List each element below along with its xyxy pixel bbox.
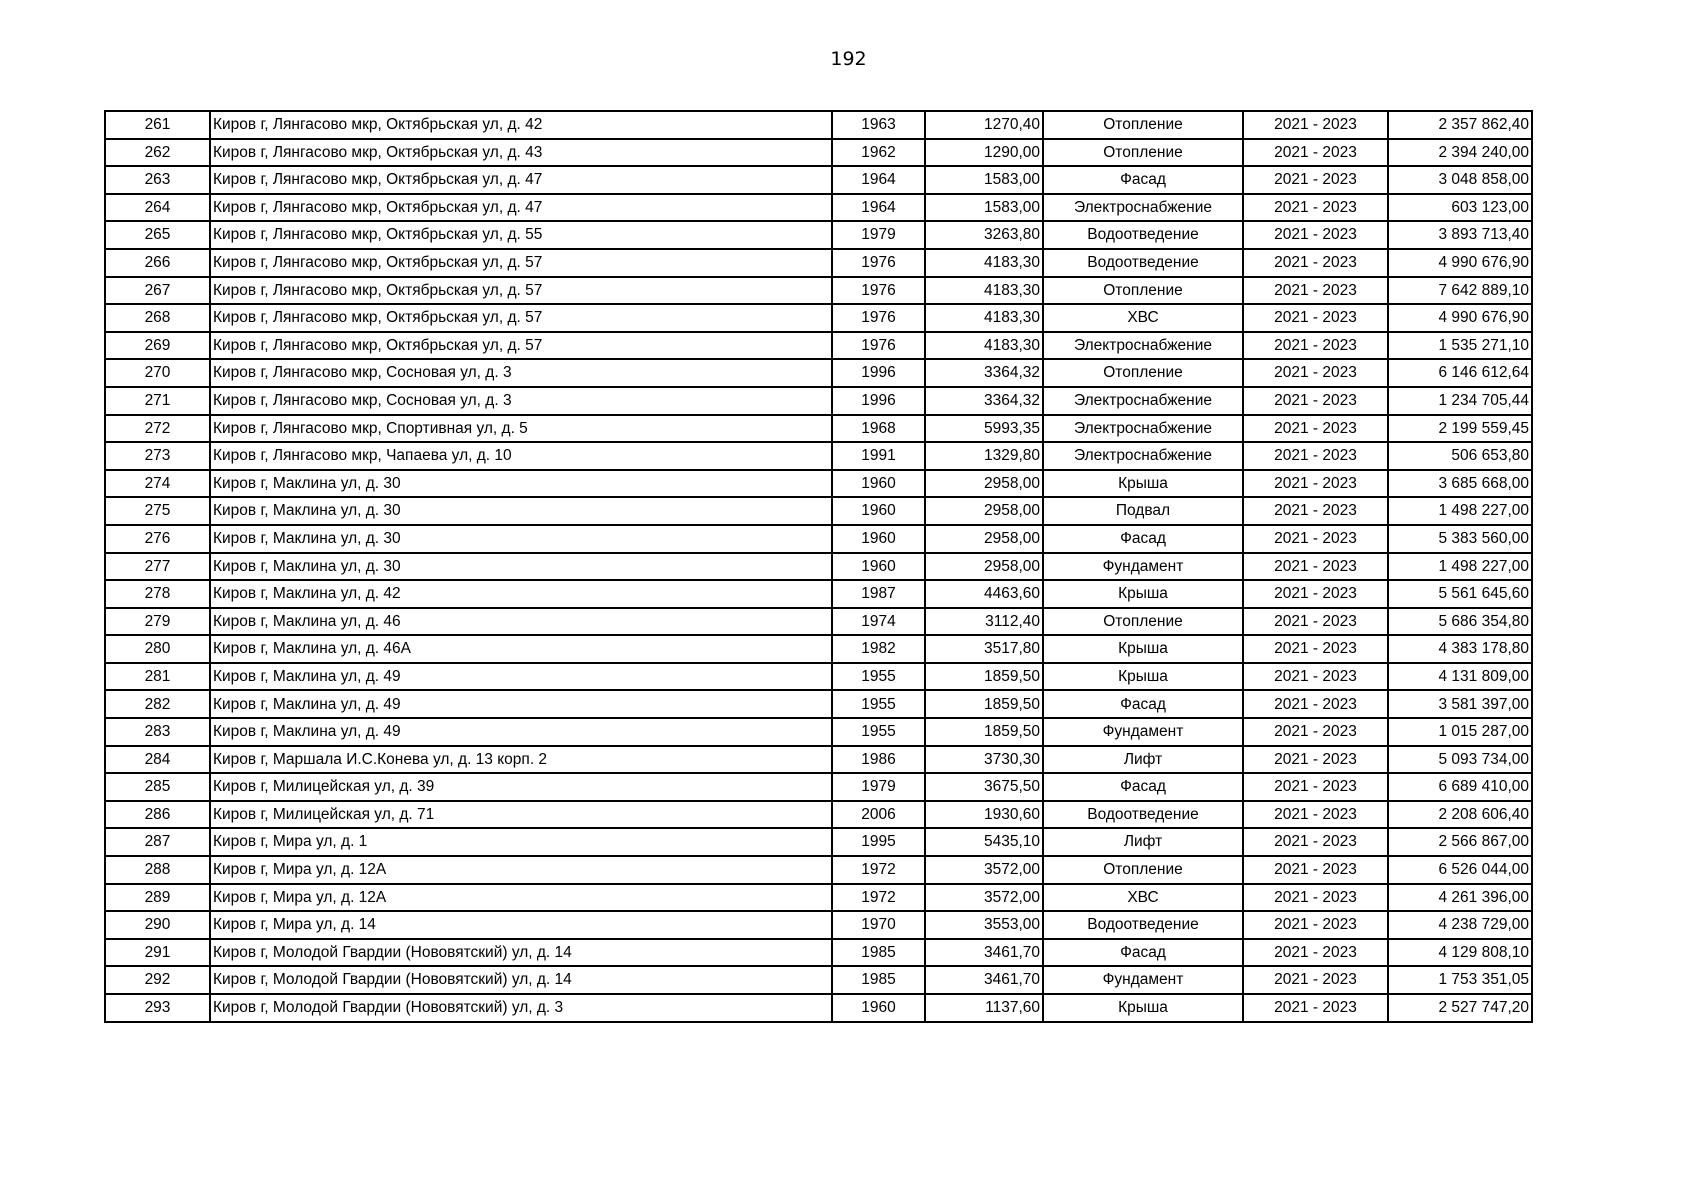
row-number: 262 <box>105 139 210 167</box>
cost-cell: 4 238 729,00 <box>1388 911 1532 939</box>
table-row <box>105 525 1532 553</box>
year-built-cell: 1972 <box>832 884 925 912</box>
table-row <box>105 690 1532 718</box>
address-cell: Киров г, Лянгасово мкр, Сосновая ул, д. 3 <box>210 387 832 415</box>
address-cell: Киров г, Милицейская ул, д. 39 <box>210 773 832 801</box>
row-number: 272 <box>105 415 210 443</box>
address-cell: Киров г, Молодой Гвардии (Нововятский) ул, д. 3 <box>210 994 832 1022</box>
year-built-cell: 1996 <box>832 359 925 387</box>
area-cell: 5435,10 <box>925 828 1043 856</box>
address-cell: Киров г, Маклина ул, д. 46А <box>210 635 832 663</box>
cost-cell: 1 015 287,00 <box>1388 718 1532 746</box>
period-cell: 2021 - 2023 <box>1243 773 1388 801</box>
table-row <box>105 553 1532 581</box>
cost-cell: 3 893 713,40 <box>1388 221 1532 249</box>
area-cell: 3263,80 <box>925 221 1043 249</box>
area-cell: 1290,00 <box>925 139 1043 167</box>
year-built-cell: 1960 <box>832 994 925 1022</box>
period-cell: 2021 - 2023 <box>1243 553 1388 581</box>
work-type-cell: ХВС <box>1043 884 1243 912</box>
year-built-cell: 1955 <box>832 690 925 718</box>
period-cell: 2021 - 2023 <box>1243 194 1388 222</box>
row-number: 288 <box>105 856 210 884</box>
period-cell: 2021 - 2023 <box>1243 856 1388 884</box>
work-type-cell: Крыша <box>1043 994 1243 1022</box>
cost-cell: 4 131 809,00 <box>1388 663 1532 691</box>
cost-cell: 1 234 705,44 <box>1388 387 1532 415</box>
work-type-cell: Электроснабжение <box>1043 332 1243 360</box>
address-cell: Киров г, Мира ул, д. 14 <box>210 911 832 939</box>
year-built-cell: 1991 <box>832 442 925 470</box>
table-row <box>105 773 1532 801</box>
area-cell: 2958,00 <box>925 553 1043 581</box>
table-row <box>105 828 1532 856</box>
row-number: 281 <box>105 663 210 691</box>
work-type-cell: Электроснабжение <box>1043 387 1243 415</box>
table-body <box>105 111 1532 1022</box>
period-cell: 2021 - 2023 <box>1243 332 1388 360</box>
area-cell: 3572,00 <box>925 856 1043 884</box>
row-number: 275 <box>105 497 210 525</box>
row-number: 261 <box>105 111 210 139</box>
cost-cell: 7 642 889,10 <box>1388 277 1532 305</box>
area-cell: 1859,50 <box>925 718 1043 746</box>
table-row <box>105 580 1532 608</box>
area-cell: 3364,32 <box>925 387 1043 415</box>
area-cell: 2958,00 <box>925 525 1043 553</box>
address-cell: Киров г, Молодой Гвардии (Нововятский) ул, д. 14 <box>210 966 832 994</box>
cost-cell: 6 689 410,00 <box>1388 773 1532 801</box>
area-cell: 3572,00 <box>925 884 1043 912</box>
year-built-cell: 1976 <box>832 249 925 277</box>
table-row <box>105 608 1532 636</box>
area-cell: 1859,50 <box>925 663 1043 691</box>
table-row <box>105 746 1532 774</box>
cost-cell: 4 383 178,80 <box>1388 635 1532 663</box>
work-type-cell: Водоотведение <box>1043 801 1243 829</box>
period-cell: 2021 - 2023 <box>1243 442 1388 470</box>
area-cell: 3364,32 <box>925 359 1043 387</box>
row-number: 273 <box>105 442 210 470</box>
period-cell: 2021 - 2023 <box>1243 139 1388 167</box>
address-cell: Киров г, Лянгасово мкр, Октябрьская ул, д. 57 <box>210 277 832 305</box>
address-cell: Киров г, Лянгасово мкр, Октябрьская ул, д. 42 <box>210 111 832 139</box>
period-cell: 2021 - 2023 <box>1243 415 1388 443</box>
year-built-cell: 1982 <box>832 635 925 663</box>
address-cell: Киров г, Милицейская ул, д. 71 <box>210 801 832 829</box>
area-cell: 5993,35 <box>925 415 1043 443</box>
cost-cell: 4 129 808,10 <box>1388 939 1532 967</box>
area-cell: 3461,70 <box>925 966 1043 994</box>
work-type-cell: Фасад <box>1043 525 1243 553</box>
period-cell: 2021 - 2023 <box>1243 359 1388 387</box>
cost-cell: 1 498 227,00 <box>1388 497 1532 525</box>
row-number: 265 <box>105 221 210 249</box>
address-cell: Киров г, Маклина ул, д. 46 <box>210 608 832 636</box>
table-row <box>105 304 1532 332</box>
area-cell: 3112,40 <box>925 608 1043 636</box>
area-cell: 1583,00 <box>925 194 1043 222</box>
year-built-cell: 1960 <box>832 470 925 498</box>
period-cell: 2021 - 2023 <box>1243 304 1388 332</box>
cost-cell: 6 146 612,64 <box>1388 359 1532 387</box>
area-cell: 1270,40 <box>925 111 1043 139</box>
cost-cell: 5 383 560,00 <box>1388 525 1532 553</box>
area-cell: 3730,30 <box>925 746 1043 774</box>
table-row <box>105 249 1532 277</box>
table-row <box>105 939 1532 967</box>
cost-cell: 6 526 044,00 <box>1388 856 1532 884</box>
address-cell: Киров г, Маршала И.С.Конева ул, д. 13 корп. 2 <box>210 746 832 774</box>
row-number: 289 <box>105 884 210 912</box>
row-number: 270 <box>105 359 210 387</box>
year-built-cell: 1985 <box>832 966 925 994</box>
work-type-cell: Подвал <box>1043 497 1243 525</box>
work-type-cell: Фундамент <box>1043 966 1243 994</box>
table-row <box>105 277 1532 305</box>
cost-cell: 2 527 747,20 <box>1388 994 1532 1022</box>
table-row <box>105 111 1532 139</box>
year-built-cell: 1963 <box>832 111 925 139</box>
period-cell: 2021 - 2023 <box>1243 525 1388 553</box>
period-cell: 2021 - 2023 <box>1243 746 1388 774</box>
cost-cell: 2 199 559,45 <box>1388 415 1532 443</box>
area-cell: 1859,50 <box>925 690 1043 718</box>
table-row <box>105 663 1532 691</box>
row-number: 290 <box>105 911 210 939</box>
area-cell: 3461,70 <box>925 939 1043 967</box>
work-type-cell: Фасад <box>1043 939 1243 967</box>
address-cell: Киров г, Мира ул, д. 1 <box>210 828 832 856</box>
table-row <box>105 194 1532 222</box>
table-row <box>105 415 1532 443</box>
year-built-cell: 1955 <box>832 663 925 691</box>
work-type-cell: Электроснабжение <box>1043 442 1243 470</box>
cost-cell: 1 498 227,00 <box>1388 553 1532 581</box>
work-type-cell: Водоотведение <box>1043 911 1243 939</box>
year-built-cell: 1985 <box>832 939 925 967</box>
work-type-cell: Отопление <box>1043 139 1243 167</box>
cost-cell: 5 093 734,00 <box>1388 746 1532 774</box>
period-cell: 2021 - 2023 <box>1243 111 1388 139</box>
area-cell: 4463,60 <box>925 580 1043 608</box>
year-built-cell: 1976 <box>832 332 925 360</box>
address-cell: Киров г, Маклина ул, д. 30 <box>210 553 832 581</box>
table-row <box>105 911 1532 939</box>
work-type-cell: Крыша <box>1043 635 1243 663</box>
area-cell: 3517,80 <box>925 635 1043 663</box>
address-cell: Киров г, Маклина ул, д. 42 <box>210 580 832 608</box>
year-built-cell: 1987 <box>832 580 925 608</box>
period-cell: 2021 - 2023 <box>1243 166 1388 194</box>
cost-cell: 2 208 606,40 <box>1388 801 1532 829</box>
work-type-cell: Отопление <box>1043 277 1243 305</box>
cost-cell: 4 990 676,90 <box>1388 304 1532 332</box>
period-cell: 2021 - 2023 <box>1243 635 1388 663</box>
table-row <box>105 442 1532 470</box>
address-cell: Киров г, Лянгасово мкр, Октябрьская ул, д. 57 <box>210 249 832 277</box>
table-row <box>105 166 1532 194</box>
row-number: 268 <box>105 304 210 332</box>
area-cell: 1329,80 <box>925 442 1043 470</box>
cost-cell: 2 566 867,00 <box>1388 828 1532 856</box>
work-type-cell: Фундамент <box>1043 718 1243 746</box>
period-cell: 2021 - 2023 <box>1243 939 1388 967</box>
work-type-cell: Фундамент <box>1043 553 1243 581</box>
year-built-cell: 1995 <box>832 828 925 856</box>
address-cell: Киров г, Маклина ул, д. 30 <box>210 525 832 553</box>
work-type-cell: Фасад <box>1043 690 1243 718</box>
work-type-cell: Фасад <box>1043 166 1243 194</box>
year-built-cell: 1979 <box>832 773 925 801</box>
area-cell: 4183,30 <box>925 249 1043 277</box>
year-built-cell: 1964 <box>832 166 925 194</box>
table-row <box>105 332 1532 360</box>
year-built-cell: 1996 <box>832 387 925 415</box>
table-row <box>105 635 1532 663</box>
period-cell: 2021 - 2023 <box>1243 470 1388 498</box>
address-cell: Киров г, Маклина ул, д. 30 <box>210 470 832 498</box>
period-cell: 2021 - 2023 <box>1243 663 1388 691</box>
area-cell: 4183,30 <box>925 277 1043 305</box>
cost-cell: 3 581 397,00 <box>1388 690 1532 718</box>
year-built-cell: 1979 <box>832 221 925 249</box>
row-number: 286 <box>105 801 210 829</box>
row-number: 274 <box>105 470 210 498</box>
table-row <box>105 139 1532 167</box>
year-built-cell: 1976 <box>832 304 925 332</box>
address-cell: Киров г, Маклина ул, д. 30 <box>210 497 832 525</box>
year-built-cell: 1986 <box>832 746 925 774</box>
table-row <box>105 801 1532 829</box>
area-cell: 4183,30 <box>925 332 1043 360</box>
period-cell: 2021 - 2023 <box>1243 277 1388 305</box>
area-cell: 1137,60 <box>925 994 1043 1022</box>
year-built-cell: 2006 <box>832 801 925 829</box>
area-cell: 2958,00 <box>925 470 1043 498</box>
cost-cell: 5 686 354,80 <box>1388 608 1532 636</box>
work-type-cell: Крыша <box>1043 580 1243 608</box>
work-type-cell: Отопление <box>1043 359 1243 387</box>
cost-cell: 603 123,00 <box>1388 194 1532 222</box>
year-built-cell: 1970 <box>832 911 925 939</box>
table-row <box>105 966 1532 994</box>
address-cell: Киров г, Лянгасово мкр, Октябрьская ул, д. 57 <box>210 304 832 332</box>
period-cell: 2021 - 2023 <box>1243 249 1388 277</box>
row-number: 278 <box>105 580 210 608</box>
table-row <box>105 221 1532 249</box>
year-built-cell: 1976 <box>832 277 925 305</box>
year-built-cell: 1960 <box>832 553 925 581</box>
address-cell: Киров г, Лянгасово мкр, Октябрьская ул, д. 47 <box>210 166 832 194</box>
address-cell: Киров г, Маклина ул, д. 49 <box>210 718 832 746</box>
address-cell: Киров г, Маклина ул, д. 49 <box>210 690 832 718</box>
work-type-cell: Отопление <box>1043 856 1243 884</box>
address-cell: Киров г, Лянгасово мкр, Чапаева ул, д. 10 <box>210 442 832 470</box>
period-cell: 2021 - 2023 <box>1243 580 1388 608</box>
period-cell: 2021 - 2023 <box>1243 911 1388 939</box>
row-number: 277 <box>105 553 210 581</box>
table-row <box>105 470 1532 498</box>
work-type-cell: Крыша <box>1043 470 1243 498</box>
cost-cell: 3 685 668,00 <box>1388 470 1532 498</box>
row-number: 282 <box>105 690 210 718</box>
area-cell: 3553,00 <box>925 911 1043 939</box>
year-built-cell: 1974 <box>832 608 925 636</box>
row-number: 280 <box>105 635 210 663</box>
year-built-cell: 1960 <box>832 497 925 525</box>
year-built-cell: 1960 <box>832 525 925 553</box>
year-built-cell: 1964 <box>832 194 925 222</box>
period-cell: 2021 - 2023 <box>1243 608 1388 636</box>
address-cell: Киров г, Лянгасово мкр, Октябрьская ул, д. 57 <box>210 332 832 360</box>
table-row <box>105 856 1532 884</box>
work-type-cell: Лифт <box>1043 746 1243 774</box>
year-built-cell: 1955 <box>832 718 925 746</box>
address-cell: Киров г, Лянгасово мкр, Сосновая ул, д. 3 <box>210 359 832 387</box>
period-cell: 2021 - 2023 <box>1243 221 1388 249</box>
row-number: 292 <box>105 966 210 994</box>
table-row <box>105 994 1532 1022</box>
work-type-cell: Электроснабжение <box>1043 415 1243 443</box>
work-type-cell: Отопление <box>1043 608 1243 636</box>
work-type-cell: Водоотведение <box>1043 249 1243 277</box>
cost-cell: 2 357 862,40 <box>1388 111 1532 139</box>
table-row <box>105 497 1532 525</box>
address-cell: Киров г, Мира ул, д. 12А <box>210 856 832 884</box>
work-type-cell: Фасад <box>1043 773 1243 801</box>
page-number: 192 <box>830 48 867 70</box>
row-number: 291 <box>105 939 210 967</box>
address-cell: Киров г, Молодой Гвардии (Нововятский) ул, д. 14 <box>210 939 832 967</box>
cost-cell: 1 753 351,05 <box>1388 966 1532 994</box>
row-number: 287 <box>105 828 210 856</box>
address-cell: Киров г, Лянгасово мкр, Октябрьская ул, д. 47 <box>210 194 832 222</box>
cost-cell: 5 561 645,60 <box>1388 580 1532 608</box>
row-number: 269 <box>105 332 210 360</box>
row-number: 293 <box>105 994 210 1022</box>
table-row <box>105 359 1532 387</box>
work-type-cell: Крыша <box>1043 663 1243 691</box>
period-cell: 2021 - 2023 <box>1243 718 1388 746</box>
area-cell: 3675,50 <box>925 773 1043 801</box>
row-number: 263 <box>105 166 210 194</box>
period-cell: 2021 - 2023 <box>1243 801 1388 829</box>
address-cell: Киров г, Маклина ул, д. 49 <box>210 663 832 691</box>
cost-cell: 506 653,80 <box>1388 442 1532 470</box>
table-row <box>105 387 1532 415</box>
work-type-cell: Лифт <box>1043 828 1243 856</box>
table-row <box>105 884 1532 912</box>
year-built-cell: 1962 <box>832 139 925 167</box>
area-cell: 4183,30 <box>925 304 1043 332</box>
cost-cell: 3 048 858,00 <box>1388 166 1532 194</box>
cost-cell: 4 261 396,00 <box>1388 884 1532 912</box>
period-cell: 2021 - 2023 <box>1243 966 1388 994</box>
address-cell: Киров г, Лянгасово мкр, Октябрьская ул, д. 43 <box>210 139 832 167</box>
row-number: 266 <box>105 249 210 277</box>
area-cell: 1930,60 <box>925 801 1043 829</box>
row-number: 284 <box>105 746 210 774</box>
period-cell: 2021 - 2023 <box>1243 690 1388 718</box>
address-cell: Киров г, Лянгасово мкр, Спортивная ул, д. 5 <box>210 415 832 443</box>
row-number: 264 <box>105 194 210 222</box>
work-type-cell: Электроснабжение <box>1043 194 1243 222</box>
year-built-cell: 1972 <box>832 856 925 884</box>
table-row <box>105 718 1532 746</box>
area-cell: 2958,00 <box>925 497 1043 525</box>
period-cell: 2021 - 2023 <box>1243 497 1388 525</box>
period-cell: 2021 - 2023 <box>1243 828 1388 856</box>
year-built-cell: 1968 <box>832 415 925 443</box>
work-type-cell: ХВС <box>1043 304 1243 332</box>
address-cell: Киров г, Мира ул, д. 12А <box>210 884 832 912</box>
row-number: 283 <box>105 718 210 746</box>
cost-cell: 4 990 676,90 <box>1388 249 1532 277</box>
row-number: 276 <box>105 525 210 553</box>
row-number: 271 <box>105 387 210 415</box>
row-number: 267 <box>105 277 210 305</box>
period-cell: 2021 - 2023 <box>1243 994 1388 1022</box>
cost-cell: 1 535 271,10 <box>1388 332 1532 360</box>
period-cell: 2021 - 2023 <box>1243 884 1388 912</box>
address-cell: Киров г, Лянгасово мкр, Октябрьская ул, д. 55 <box>210 221 832 249</box>
area-cell: 1583,00 <box>925 166 1043 194</box>
work-type-cell: Водоотведение <box>1043 221 1243 249</box>
row-number: 279 <box>105 608 210 636</box>
period-cell: 2021 - 2023 <box>1243 387 1388 415</box>
work-type-cell: Отопление <box>1043 111 1243 139</box>
cost-cell: 2 394 240,00 <box>1388 139 1532 167</box>
repair-schedule-table <box>104 110 1533 1023</box>
row-number: 285 <box>105 773 210 801</box>
